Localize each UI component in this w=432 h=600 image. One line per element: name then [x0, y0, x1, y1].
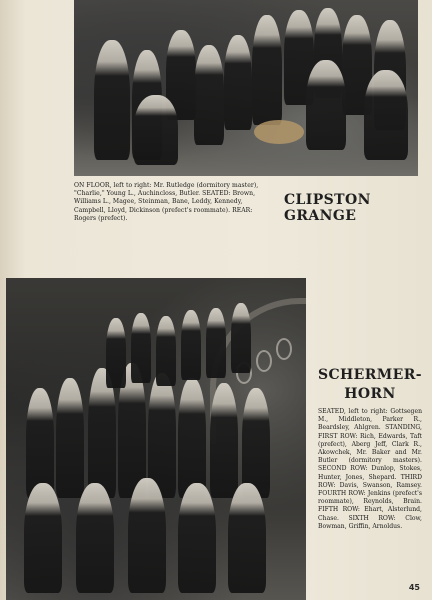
clipston-grange-title: CLIPSTON GRANGE — [284, 192, 371, 224]
schermerhorn-caption: SEATED, left to right: Gottsegen M., Middleton, Parker R., Beardsley, Ahlgren. STANDING, FIRST ROW: Rich, Edwards, Taft (prefect), Aberg Jeff, Clark R., Akowchek, Mr. Baker and Mr. Butler (dormitory masters). SECOND ROW: Dunlop, Stokes, Hunter, Jones, Shepard. THIRD ROW: Davis, Swanson, Ramsey. FOURTH ROW: Jenkins (prefect's roommate), Reynolds, Brain. FIFTH ROW: Ehart, Alsterlund, Chase. SIXTH ROW: Clow, Bowman, Griffin, Arnoldus. — [318, 408, 422, 530]
schermerhorn-title-line1: SCHERMER- — [318, 367, 422, 383]
clipston-grange-caption: ON FLOOR, left to right: Mr. Rutledge (dormitory master), "Charlie," Young L., Auchincloss, Butler. SEATED: Brown, Williams L., Magee, Steinman, Bane, Leddy, Kennedy, Campbell, Lloyd, Dickinson (prefect's roommate). REAR: Rogers (prefect). — [74, 182, 259, 222]
schermerhorn-group-photo — [6, 278, 306, 600]
clipston-grange-group-photo — [74, 0, 418, 176]
page-number: 45 — [408, 583, 420, 592]
schermerhorn-title — [318, 366, 422, 404]
schermerhorn-title-line2: HORN — [344, 386, 396, 402]
